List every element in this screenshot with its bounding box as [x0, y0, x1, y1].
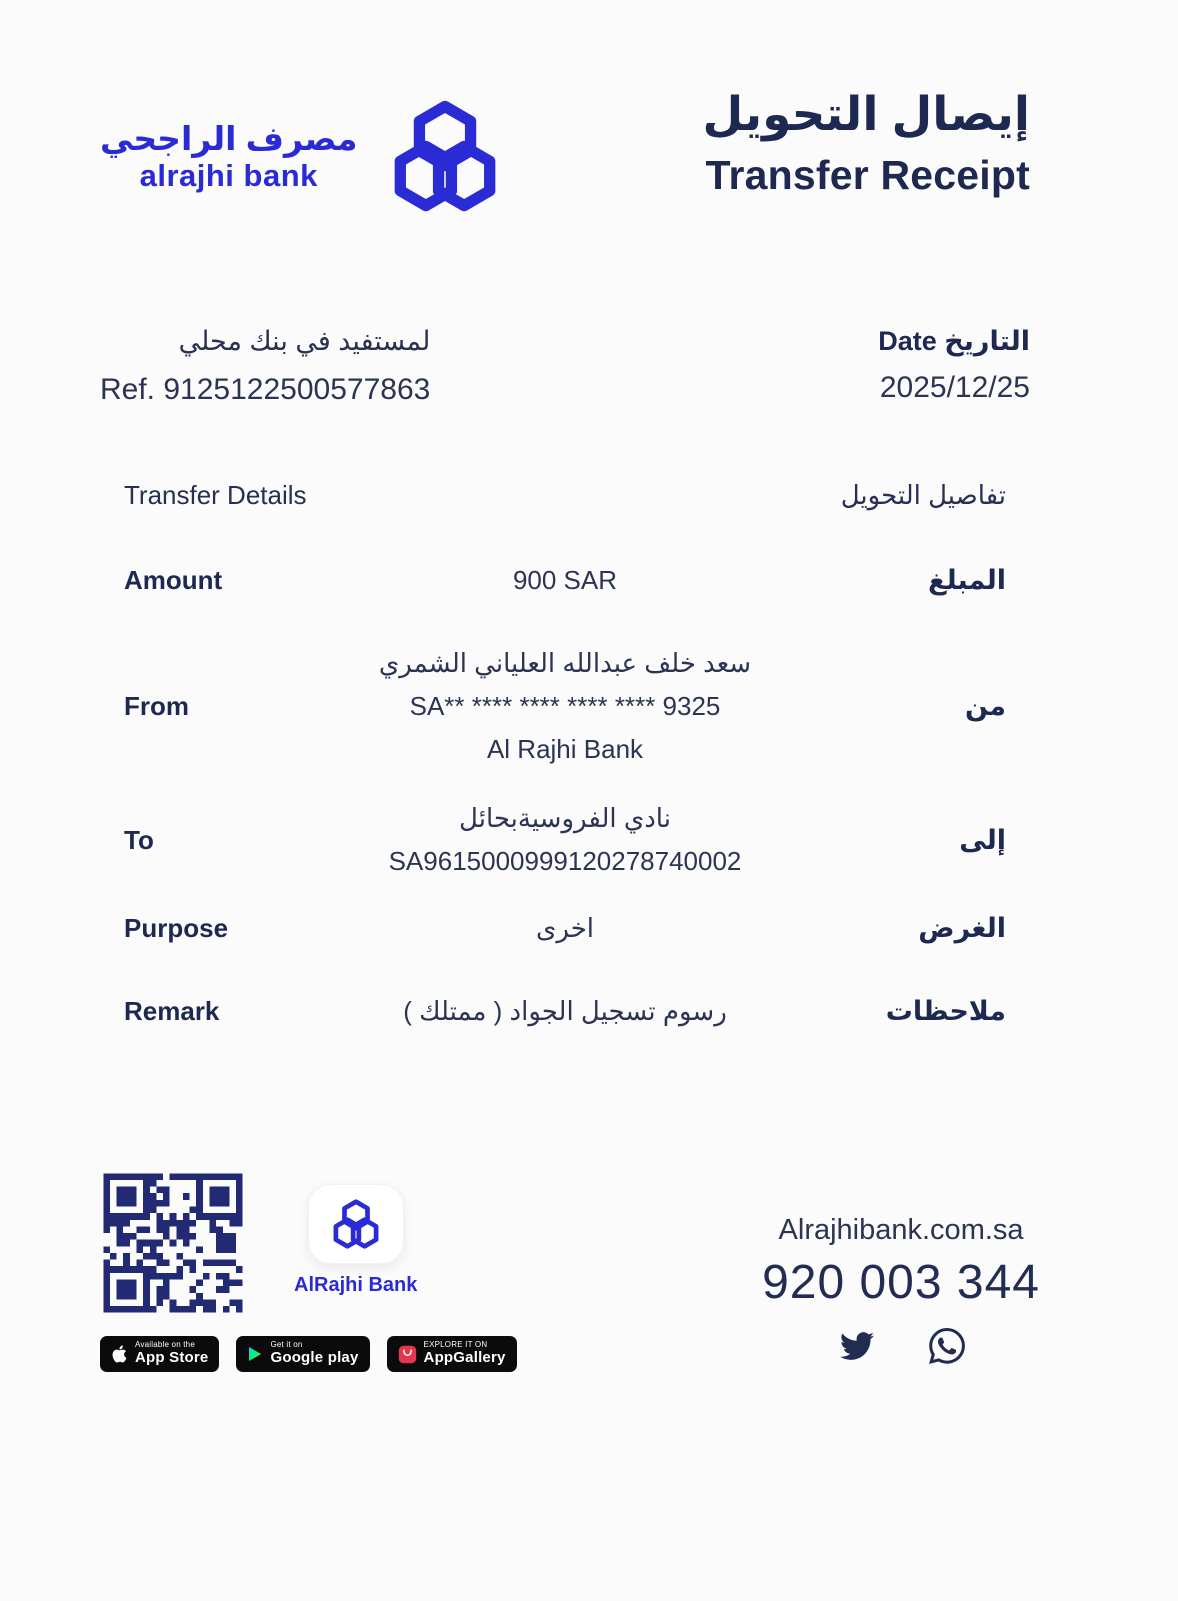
- to-row: [124, 797, 1006, 883]
- amount-label-en: Amount: [124, 565, 223, 595]
- from-value: [314, 642, 816, 771]
- from-label-ar: من: [964, 691, 1006, 721]
- meta-left: [100, 326, 430, 407]
- google-play-icon: [247, 1345, 263, 1363]
- app-store-badge[interactable]: [100, 1336, 219, 1372]
- badge-bottom-text: AppGallery: [423, 1349, 506, 1367]
- alrajhi-hexagon-logo-icon: [385, 86, 505, 226]
- beneficiary-name: نادي الفروسيةبحائل: [459, 803, 671, 833]
- footer-right: [762, 1214, 1040, 1364]
- to-label-ar: إلى: [959, 824, 1006, 855]
- purpose-label-en: Purpose: [124, 913, 229, 943]
- amount-value: [314, 559, 816, 602]
- bank-phone-number: 920 003 344: [762, 1256, 1040, 1309]
- badge-bottom-text: App Store: [135, 1349, 209, 1367]
- page-title: [703, 86, 1030, 199]
- section-title-english: Transfer Details: [124, 480, 307, 510]
- page-title-english: Transfer Receipt: [705, 152, 1030, 199]
- page-title-arabic: إيصال التحويل: [702, 87, 1030, 140]
- appgallery-badge[interactable]: [387, 1336, 517, 1372]
- sender-name: سعد خلف عبدالله العلياني الشمري: [378, 648, 752, 678]
- apple-icon: [111, 1344, 128, 1364]
- google-play-badge[interactable]: [236, 1336, 369, 1372]
- bank-wordmark: [100, 119, 357, 193]
- sender-masked-account: SA** **** **** **** **** 9325: [409, 691, 721, 721]
- app-name-label: AlRajhi Bank: [294, 1274, 418, 1296]
- date-label-arabic: التاريخ: [944, 326, 1030, 356]
- reference-number: Ref. 9125122500577863: [100, 373, 431, 406]
- meta-right: [878, 326, 1030, 405]
- twitter-icon[interactable]: [837, 1329, 877, 1363]
- remark-label-en: Remark: [124, 996, 220, 1026]
- to-label-en: To: [124, 824, 154, 855]
- badge-top-text: EXPLORE IT ON: [423, 1340, 488, 1350]
- remark-text: رسوم تسجيل الجواد ( ممتلك ): [403, 996, 727, 1026]
- section-title-arabic: تفاصيل التحويل: [840, 480, 1006, 510]
- bank-logo: [100, 86, 505, 226]
- footer: [100, 1170, 1040, 1372]
- purpose-label-ar: الغرض: [918, 913, 1006, 943]
- date-label: [878, 326, 1030, 357]
- badge-top-text: Available on the: [135, 1340, 195, 1350]
- qr-code: [100, 1170, 246, 1316]
- badge-bottom-text: Google play: [270, 1349, 359, 1367]
- amount-text: 900 SAR: [512, 565, 618, 595]
- footer-left: [100, 1170, 517, 1372]
- section-header: [124, 480, 1006, 511]
- date-value: 2025/12/25: [879, 371, 1030, 404]
- store-badges: [100, 1336, 517, 1372]
- bank-wordmark-arabic: مصرف الراجحي: [100, 120, 358, 158]
- alrajhi-app-logo-icon: [329, 1194, 383, 1254]
- meta-row: [0, 326, 1178, 407]
- purpose-text: اخرى: [536, 913, 594, 943]
- amount-row: [124, 559, 1006, 602]
- badge-top-text: Get it on: [270, 1340, 303, 1350]
- beneficiary-iban: SA9615000999120278740002: [388, 846, 742, 876]
- header: [0, 0, 1178, 226]
- remark-label-ar: ملاحظات: [885, 996, 1006, 1026]
- social-icons: [762, 1328, 1040, 1364]
- beneficiary-note: لمستفيد في بنك محلي: [178, 326, 431, 356]
- purpose-value: [314, 907, 816, 950]
- bank-website: Alrajhibank.com.sa: [778, 1214, 1024, 1246]
- bank-wordmark-english: alrajhi bank: [139, 157, 318, 193]
- from-label-en: From: [124, 691, 189, 721]
- remark-row: [124, 990, 1006, 1033]
- date-label-english: Date: [878, 326, 937, 356]
- whatsapp-icon[interactable]: [929, 1328, 965, 1364]
- app-download: [294, 1184, 417, 1297]
- purpose-row: [124, 907, 1006, 950]
- amount-label-ar: المبلغ: [928, 565, 1006, 595]
- app-icon: [308, 1184, 404, 1264]
- remark-value: [314, 990, 816, 1033]
- transfer-details-section: [0, 480, 1178, 1033]
- from-row: [124, 642, 1006, 771]
- appgallery-icon: [398, 1345, 417, 1364]
- to-value: [314, 797, 816, 883]
- sender-bank: Al Rajhi Bank: [486, 734, 644, 764]
